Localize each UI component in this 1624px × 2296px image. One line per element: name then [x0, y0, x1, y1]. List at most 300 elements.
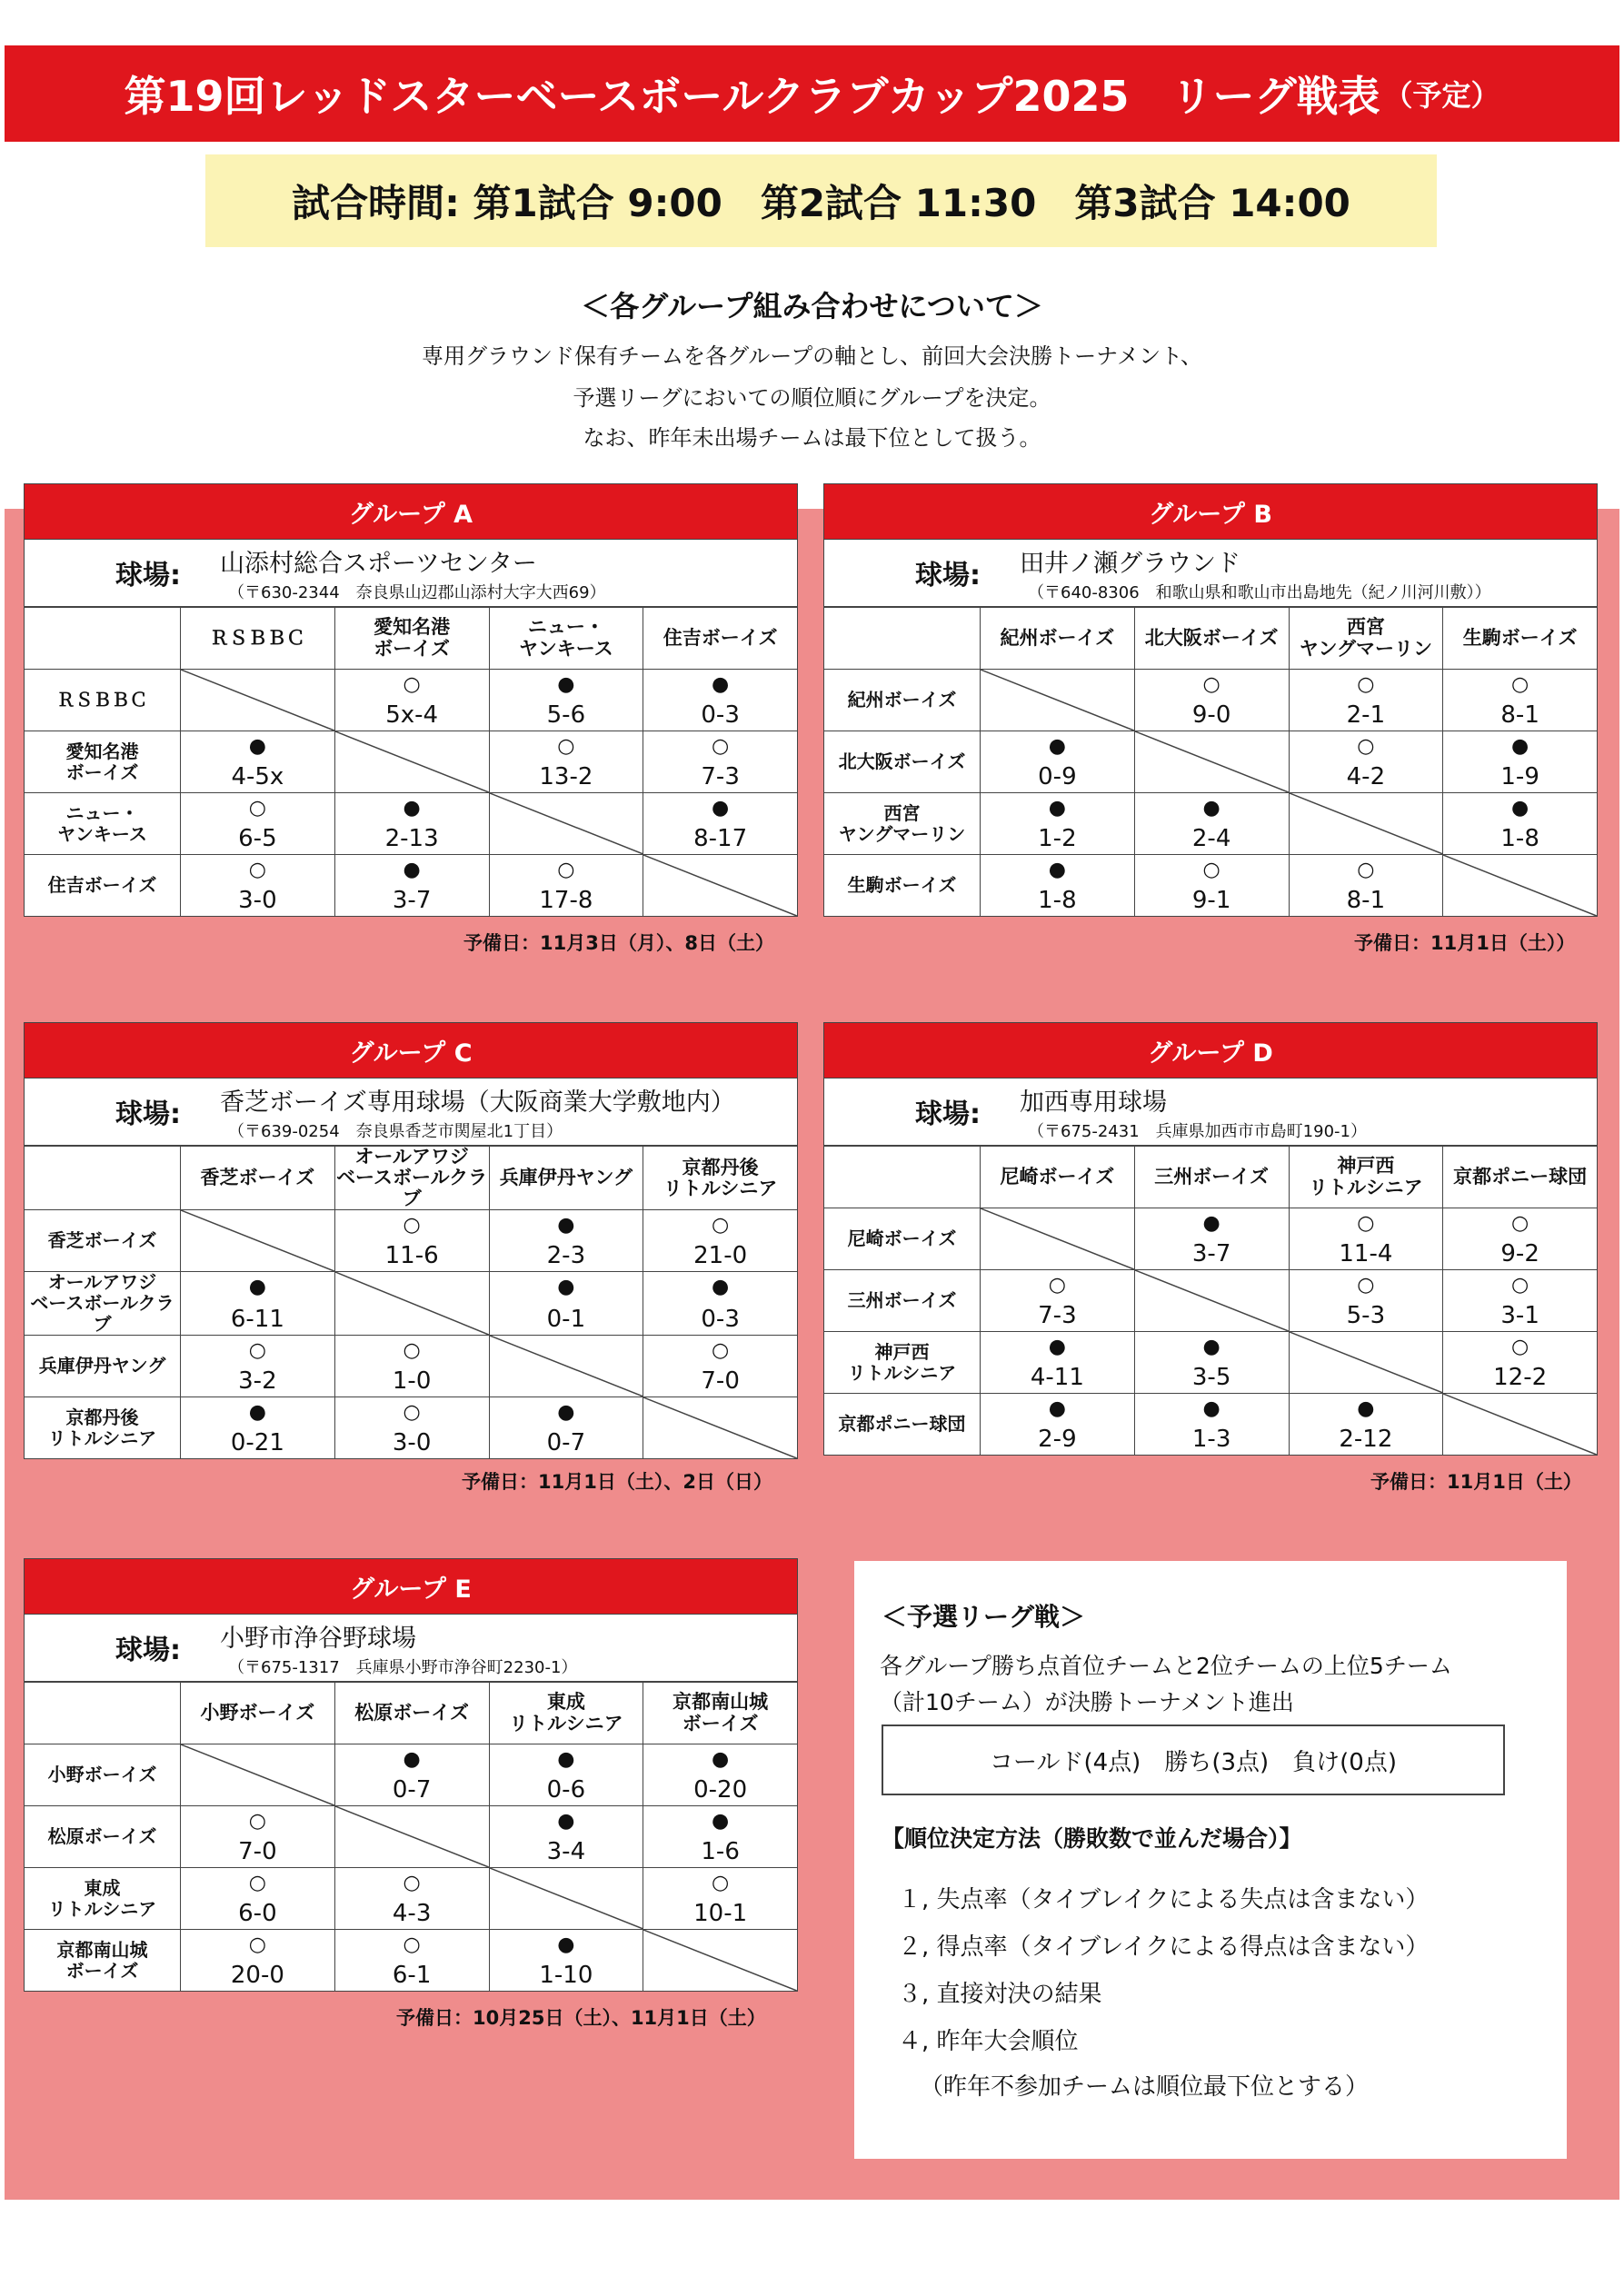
result-cell	[1134, 670, 1289, 731]
loss-mark: ●	[1048, 859, 1066, 881]
result-cell	[489, 855, 643, 917]
row-team-name: 北大阪ボーイズ	[838, 750, 966, 772]
result-cell	[334, 855, 489, 917]
column-team-header	[1134, 608, 1289, 670]
loss-mark: ●	[712, 1810, 730, 1833]
score: 2-13	[384, 825, 439, 852]
column-team-header	[334, 1147, 489, 1210]
title-bar	[5, 45, 1619, 142]
self-match-cell	[981, 1208, 1135, 1270]
score: 20-0	[230, 1962, 284, 1989]
row-team-name: 神戸西 リトルシニア	[847, 1340, 957, 1384]
results-table	[24, 1682, 798, 1992]
score: 17-8	[539, 887, 593, 914]
points-box: コールド(4点) 勝ち(3点) 負け(0点)	[882, 1724, 1505, 1795]
loss-mark: ●	[1202, 1336, 1220, 1358]
result-cell	[181, 1336, 335, 1397]
win-mark: ○	[403, 1214, 421, 1237]
score: 0-3	[701, 1306, 740, 1334]
score: 3-7	[1191, 1240, 1231, 1267]
win-mark: ○	[712, 1872, 730, 1894]
result-cell	[1134, 855, 1289, 917]
table-row	[25, 1930, 798, 1992]
score: 7-0	[701, 1367, 740, 1396]
column-team-name: 松原ボーイズ	[354, 1701, 470, 1724]
result-cell	[1289, 670, 1443, 731]
intro-line: なお、昨年未出場チームは最下位として扱う。	[583, 425, 1041, 451]
row-team-header	[824, 1394, 981, 1456]
row-team-header	[25, 670, 181, 731]
score: 3-0	[392, 1429, 432, 1457]
row-team-header	[25, 731, 181, 793]
score: 1-0	[392, 1367, 432, 1396]
win-mark: ○	[248, 1339, 266, 1363]
loss-mark: ●	[557, 1401, 575, 1425]
score: 4-2	[1346, 763, 1386, 790]
venue-address: （〒639-0254 奈良県香芝市関屋北1丁目）	[228, 1122, 563, 1141]
column-team-header	[981, 1147, 1135, 1208]
row-team-name: 紀州ボーイズ	[847, 689, 957, 711]
column-team-name: 小野ボーイズ	[200, 1701, 315, 1724]
row-team-header	[824, 1332, 981, 1394]
score: 1-3	[1191, 1426, 1231, 1453]
score: 6-1	[392, 1962, 432, 1989]
score: 7-3	[1038, 1302, 1077, 1329]
self-match-cell	[1289, 1332, 1443, 1394]
row-team-name: 三州ボーイズ	[847, 1289, 957, 1311]
result-cell	[981, 1270, 1135, 1332]
table-row	[25, 1272, 798, 1336]
intro-line: 予選リーグにおいての順位順にグループを決定。	[573, 385, 1051, 411]
loss-mark: ●	[557, 1276, 575, 1299]
win-mark: ○	[1357, 1212, 1375, 1235]
score: 6-5	[238, 825, 277, 852]
win-mark: ○	[248, 1872, 266, 1894]
results-table	[24, 1146, 798, 1459]
score: 0-6	[546, 1776, 586, 1804]
loss-mark: ●	[1511, 797, 1529, 820]
corner-cell	[25, 1683, 181, 1744]
score: 2-12	[1339, 1426, 1393, 1453]
match-times: 試合時間: 第1試合 9:00 第2試合 11:30 第3試合 14:00	[205, 154, 1437, 247]
prelim-rules-box	[854, 1561, 1567, 2159]
win-mark: ○	[1202, 673, 1220, 696]
win-mark: ○	[1202, 859, 1220, 881]
table-row	[25, 1806, 798, 1868]
score: 0-7	[546, 1429, 586, 1457]
rank-item: （昨年不参加チームは順位最下位とする）	[920, 2073, 1370, 2101]
venue-name: 加西専用球場	[1020, 1088, 1167, 1117]
header-row	[25, 1147, 798, 1210]
diagonal-line	[1290, 793, 1443, 854]
row-team-header	[25, 1397, 181, 1459]
diagonal-line	[1443, 855, 1597, 916]
group-panel	[823, 1022, 1598, 1456]
venue-address: （〒630-2344 奈良県山辺郡山添村大字大西69）	[228, 583, 606, 602]
result-cell	[1289, 731, 1443, 793]
loss-mark: ●	[248, 735, 266, 758]
win-mark: ○	[248, 1933, 266, 1956]
row-team-header	[824, 1208, 981, 1270]
column-team-name: 住吉ボーイズ	[663, 626, 778, 649]
loss-mark: ●	[1202, 797, 1220, 820]
result-cell	[1134, 1332, 1289, 1394]
score: 3-5	[1191, 1364, 1231, 1391]
intro-heading: ＜各グループ組み合わせについて＞	[581, 289, 1043, 323]
self-match-cell	[181, 1210, 335, 1272]
score: 0-21	[230, 1429, 284, 1457]
score: 1-10	[539, 1962, 593, 1989]
venue-name: 田井ノ瀬グラウンド	[1020, 550, 1240, 578]
row-team-name: 京都南山城 ボーイズ	[56, 1938, 148, 1982]
self-match-cell	[181, 1744, 335, 1806]
venue-box	[823, 1078, 1598, 1146]
result-cell	[981, 855, 1135, 917]
intro-line: 専用グラウンド保有チームを各グループの軸とし、前回大会決勝トーナメント、	[422, 343, 1202, 369]
win-mark: ○	[248, 859, 266, 881]
self-match-cell	[489, 1868, 643, 1930]
table-row	[25, 855, 798, 917]
corner-cell	[25, 608, 181, 670]
win-mark: ○	[403, 1401, 421, 1425]
group-title: グループ C	[24, 1022, 798, 1078]
result-cell	[334, 793, 489, 855]
venue-box	[24, 1078, 798, 1146]
result-cell	[1443, 1270, 1598, 1332]
column-team-name: ニュー・ ヤンキース	[519, 616, 613, 660]
win-mark: ○	[403, 673, 421, 696]
result-cell	[334, 1868, 489, 1930]
diagonal-line	[490, 1868, 643, 1929]
loss-mark: ●	[1357, 1397, 1375, 1420]
score: 9-2	[1500, 1240, 1539, 1267]
result-cell	[489, 670, 643, 731]
column-team-name: 三州ボーイズ	[1154, 1165, 1270, 1188]
score: 5x-4	[385, 701, 439, 729]
row-team-header	[824, 1270, 981, 1332]
score: 10-1	[693, 1900, 748, 1927]
venue-label: 球場:	[915, 560, 981, 591]
score: 0-9	[1038, 763, 1077, 790]
self-match-cell	[181, 670, 335, 731]
loss-mark: ●	[557, 1933, 575, 1956]
win-mark: ○	[1511, 1336, 1529, 1358]
self-match-cell	[1134, 1270, 1289, 1332]
score: 9-0	[1191, 701, 1231, 729]
win-mark: ○	[1357, 735, 1375, 758]
diagonal-line	[981, 670, 1134, 731]
column-team-header	[643, 1683, 798, 1744]
result-cell	[181, 1930, 335, 1992]
page-title: 第19回レッドスターベースボールクラブカップ2025 リーグ戦表	[124, 72, 1380, 121]
loss-mark: ●	[1048, 1397, 1066, 1420]
row-team-header	[824, 793, 981, 855]
table-row	[824, 1270, 1598, 1332]
diagonal-line	[643, 855, 797, 916]
group-panel	[24, 483, 798, 917]
reserve-day-note: 予備日：11月3日（月）、8日（土）	[463, 932, 774, 954]
loss-mark: ●	[403, 797, 421, 820]
header-row	[25, 1683, 798, 1744]
score: 1-6	[701, 1838, 740, 1865]
column-team-name: 兵庫伊丹ヤング	[499, 1167, 633, 1189]
score: 3-4	[546, 1838, 586, 1865]
score: 5-6	[546, 701, 586, 729]
row-team-name: オールアワジ ベースボールクラブ	[30, 1271, 174, 1336]
score: 1-8	[1038, 887, 1077, 914]
self-match-cell	[489, 793, 643, 855]
win-mark: ○	[712, 1214, 730, 1237]
self-match-cell	[489, 1336, 643, 1397]
win-mark: ○	[1357, 859, 1375, 881]
score: 2-9	[1038, 1426, 1077, 1453]
diagonal-line	[181, 1744, 334, 1805]
score: 0-1	[546, 1306, 586, 1334]
score: 4-11	[1030, 1364, 1084, 1391]
row-team-header	[25, 1930, 181, 1992]
group-title: グループ E	[24, 1558, 798, 1615]
score: 3-1	[1500, 1302, 1539, 1329]
diagonal-line	[1135, 731, 1289, 792]
venue-name: 山添村総合スポーツセンター	[220, 550, 537, 578]
result-cell	[1134, 1394, 1289, 1456]
win-mark: ○	[1511, 673, 1529, 696]
win-mark: ○	[1511, 1212, 1529, 1235]
score: 11-4	[1339, 1240, 1393, 1267]
score: 0-3	[701, 701, 740, 729]
column-team-name: 神戸西 リトルシニア	[1309, 1155, 1423, 1198]
result-cell	[181, 1397, 335, 1459]
table-row	[25, 1210, 798, 1272]
column-team-name: 紀州ボーイズ	[1000, 626, 1115, 649]
result-cell	[1289, 855, 1443, 917]
table-row	[824, 731, 1598, 793]
page-title-note: （予定）	[1383, 78, 1500, 113]
result-cell	[181, 793, 335, 855]
result-cell	[643, 1272, 798, 1336]
venue-box	[823, 540, 1598, 607]
diagonal-line	[643, 1397, 797, 1458]
row-team-header	[25, 1868, 181, 1930]
column-team-header	[181, 1147, 335, 1210]
column-team-name: 香芝ボーイズ	[200, 1167, 315, 1189]
row-team-name: 京都丹後 リトルシニア	[47, 1406, 157, 1449]
venue-name: 小野市浄谷野球場	[220, 1625, 416, 1653]
result-cell	[981, 1394, 1135, 1456]
result-cell	[643, 731, 798, 793]
result-cell	[181, 1868, 335, 1930]
result-cell	[181, 731, 335, 793]
result-cell	[334, 1210, 489, 1272]
result-cell	[981, 793, 1135, 855]
venue-label: 球場:	[915, 1098, 981, 1130]
loss-mark: ●	[557, 1214, 575, 1237]
row-team-name: 住吉ボーイズ	[47, 874, 157, 896]
table-row	[824, 1332, 1598, 1394]
self-match-cell	[334, 1272, 489, 1336]
table-row	[25, 793, 798, 855]
rank-item: ２, 得点率（タイブレイクによる得点は含まない）	[898, 1933, 1430, 1961]
diagonal-line	[181, 1210, 334, 1271]
column-team-name: 生駒ボーイズ	[1462, 626, 1578, 649]
venue-label: 球場:	[115, 1098, 181, 1130]
table-row	[25, 670, 798, 731]
result-cell	[643, 1336, 798, 1397]
row-team-header	[824, 855, 981, 917]
column-team-header	[643, 1147, 798, 1210]
score: 13-2	[539, 763, 593, 790]
column-team-header	[1289, 1147, 1443, 1208]
self-match-cell	[1443, 1394, 1598, 1456]
score: 3-0	[238, 887, 277, 914]
row-team-name: 京都ポニー球団	[838, 1413, 966, 1435]
diagonal-line	[335, 731, 489, 792]
self-match-cell	[1134, 731, 1289, 793]
self-match-cell	[334, 1806, 489, 1868]
column-team-name: 尼崎ボーイズ	[1000, 1165, 1115, 1188]
win-mark: ○	[557, 735, 575, 758]
score: 2-1	[1346, 701, 1386, 729]
column-team-header	[489, 1147, 643, 1210]
loss-mark: ●	[248, 1401, 266, 1425]
result-cell	[643, 1744, 798, 1806]
self-match-cell	[643, 1930, 798, 1992]
row-team-name: ニュー・ ヤンキース	[57, 801, 147, 845]
venue-address: （〒675-2431 兵庫県加西市市島町190-1）	[1028, 1122, 1367, 1141]
result-cell	[643, 1210, 798, 1272]
results-table	[24, 607, 798, 917]
venue-address: （〒640-8306 和歌山県和歌山市出島地先（紀ノ川河川敷））	[1028, 583, 1491, 602]
row-team-name: ＲＳＢＢＣ	[56, 689, 148, 711]
header-row	[824, 608, 1598, 670]
table-row	[25, 731, 798, 793]
result-cell	[1443, 731, 1598, 793]
column-team-name: 京都丹後 リトルシニア	[663, 1156, 778, 1199]
result-cell	[334, 1744, 489, 1806]
win-mark: ○	[557, 859, 575, 881]
reserve-day-note: 予備日：11月1日（土）、2日（日）	[462, 1471, 772, 1493]
row-team-header	[25, 1744, 181, 1806]
diagonal-line	[335, 1806, 489, 1867]
table-row	[824, 855, 1598, 917]
result-cell	[981, 731, 1135, 793]
row-team-name: 東成 リトルシニア	[47, 1876, 157, 1920]
row-team-name: 生駒ボーイズ	[847, 874, 957, 896]
column-team-name: ＲＳＢＢＣ	[209, 626, 305, 649]
row-team-header	[824, 731, 981, 793]
score: 1-9	[1500, 763, 1539, 790]
result-cell	[1289, 1270, 1443, 1332]
score: 3-7	[392, 887, 432, 914]
column-team-header	[334, 608, 489, 670]
win-mark: ○	[1357, 673, 1375, 696]
self-match-cell	[643, 855, 798, 917]
table-row	[25, 1397, 798, 1459]
result-cell	[1443, 670, 1598, 731]
loss-mark: ●	[1048, 797, 1066, 820]
result-cell	[489, 1806, 643, 1868]
corner-cell	[25, 1147, 181, 1210]
column-team-header	[1134, 1147, 1289, 1208]
diagonal-line	[181, 670, 334, 731]
result-cell	[181, 1272, 335, 1336]
row-team-header	[25, 855, 181, 917]
win-mark: ○	[1357, 1274, 1375, 1297]
score: 21-0	[693, 1242, 748, 1270]
win-mark: ○	[712, 735, 730, 758]
self-match-cell	[981, 670, 1135, 731]
group-panel	[24, 1022, 798, 1459]
row-team-header	[25, 1806, 181, 1868]
group-title: グループ A	[24, 483, 798, 540]
score: 12-2	[1493, 1364, 1548, 1391]
result-cell	[334, 670, 489, 731]
row-team-name: 松原ボーイズ	[47, 1825, 157, 1847]
rank-item: ４, 昨年大会順位	[898, 2028, 1079, 2055]
column-team-header	[1443, 608, 1598, 670]
score: 3-2	[238, 1367, 277, 1396]
win-mark: ○	[403, 1933, 421, 1956]
result-cell	[1289, 1394, 1443, 1456]
row-team-header	[25, 1272, 181, 1336]
result-cell	[334, 1930, 489, 1992]
venue-name: 香芝ボーイズ専用球場（大阪商業大学敷地内）	[220, 1088, 735, 1117]
self-match-cell	[1443, 855, 1598, 917]
result-cell	[489, 1272, 643, 1336]
row-team-name: 尼崎ボーイズ	[847, 1228, 957, 1249]
column-team-header	[981, 608, 1135, 670]
column-team-name: オールアワジ ベースボールクラブ	[336, 1146, 488, 1210]
venue-box	[24, 540, 798, 607]
group-panel	[823, 483, 1598, 917]
column-team-name: 京都ポニー球団	[1453, 1165, 1588, 1188]
win-mark: ○	[403, 1872, 421, 1894]
row-team-header	[824, 670, 981, 731]
score: 6-0	[238, 1900, 277, 1927]
reserve-day-note: 予備日：11月1日（土））	[1354, 932, 1576, 954]
diagonal-line	[1135, 1270, 1289, 1331]
result-cell	[181, 855, 335, 917]
column-team-name: 愛知名港 ボーイズ	[374, 616, 451, 660]
column-team-name: 東成 リトルシニア	[509, 1691, 623, 1734]
win-mark: ○	[1511, 1274, 1529, 1297]
diagonal-line	[1290, 1332, 1443, 1393]
score: 5-3	[1346, 1302, 1386, 1329]
loss-mark: ●	[1048, 735, 1066, 758]
loss-mark: ●	[1511, 735, 1529, 758]
column-team-header	[489, 1683, 643, 1744]
result-cell	[643, 1806, 798, 1868]
rank-heading: 【順位決定方法（勝敗数で並んだ場合）】	[882, 1825, 1302, 1852]
venue-label: 球場:	[115, 560, 181, 591]
result-cell	[1443, 1208, 1598, 1270]
loss-mark: ●	[712, 1748, 730, 1771]
self-match-cell	[334, 731, 489, 793]
table-row	[824, 1394, 1598, 1456]
table-row	[25, 1868, 798, 1930]
column-team-header	[181, 608, 335, 670]
results-table	[823, 607, 1598, 917]
column-team-header	[1289, 608, 1443, 670]
win-mark: ○	[403, 1339, 421, 1363]
win-mark: ○	[712, 1339, 730, 1363]
corner-cell	[824, 1147, 981, 1208]
table-row	[824, 793, 1598, 855]
score: 8-1	[1500, 701, 1539, 729]
result-cell	[334, 1397, 489, 1459]
result-cell	[1289, 1208, 1443, 1270]
column-team-header	[334, 1683, 489, 1744]
